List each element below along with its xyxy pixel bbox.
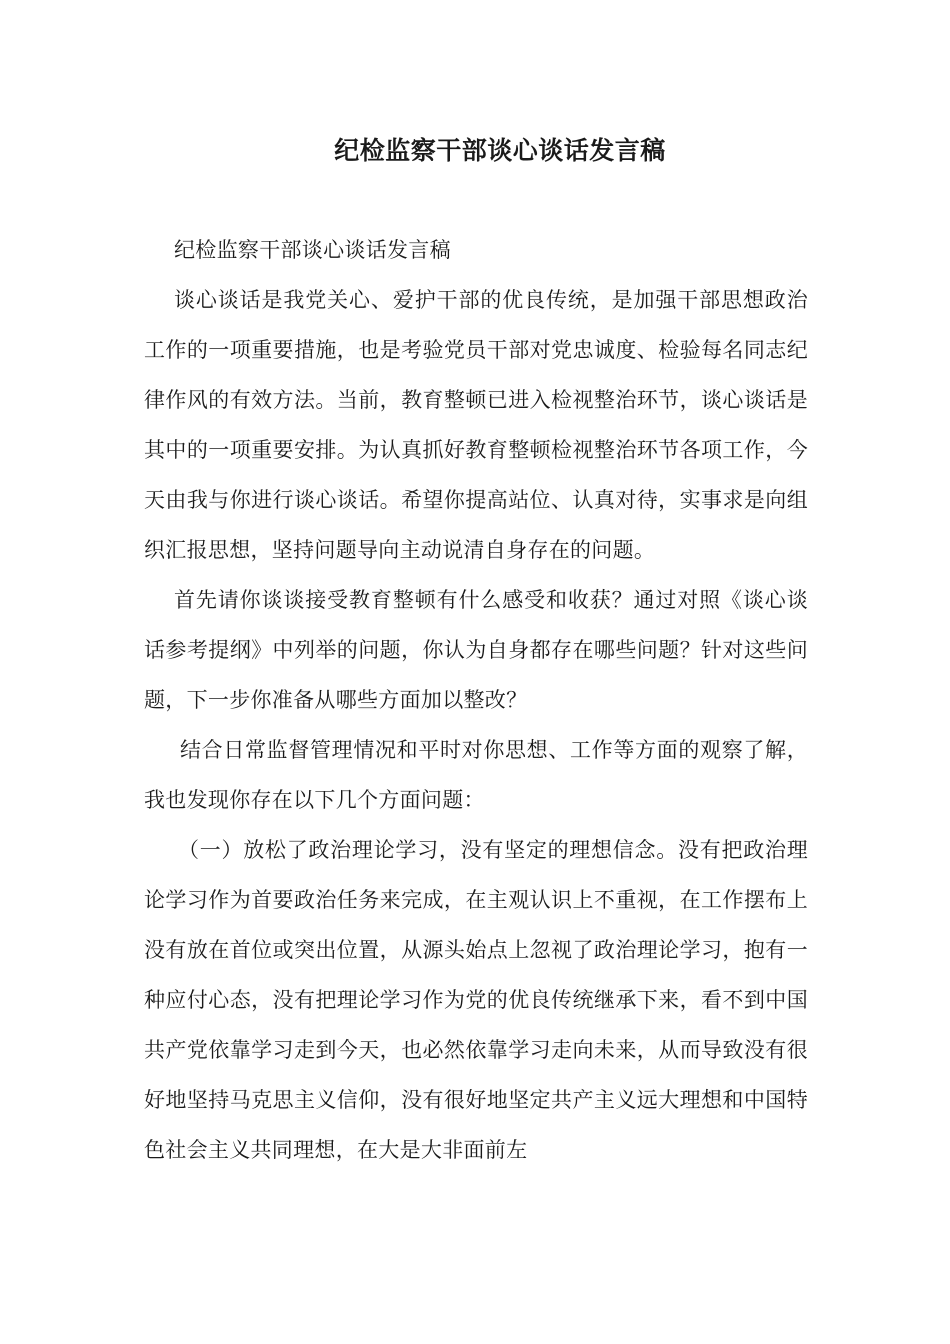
paragraph-questions: 首先请你谈谈接受教育整顿有什么感受和收获？通过对照《谈心谈话参考提纲》中列举的问题，你认为自身都存在哪些问题？针对这些问题，下一步你准备从哪些方面加以整改？ (144, 588, 808, 712)
document-body (144, 225, 808, 1175)
document-title: 纪检监察干部谈心谈话发言稿 (334, 136, 666, 165)
paragraph-intro: 谈心谈话是我党关心、爱护干部的优良传统，是加强干部思想政治工作的一项重要措施，也是考验党员干部对党忠诚度、检验每名同志纪律作风的有效方法。当前，教育整顿已进入检视整治环节，谈心谈话是其中的一项重要安排。为认真抓好教育整顿检视整治环节各项工作，今天由我与你进行谈心谈话。希望你提高站位、认真对待，实事求是向组织汇报思想，坚持问题导向主动说清自身存在的问题。 (144, 288, 808, 562)
paragraph-observation: 结合日常监督管理情况和平时对你思想、工作等方面的观察了解，我也发现你存在以下几个方面问题： (144, 738, 808, 812)
paragraph-subtitle: 纪检监察干部谈心谈话发言稿 (174, 238, 451, 262)
paragraph-issue-one: （一）放松了政治理论学习，没有坚定的理想信念。没有把政治理论学习作为首要政治任务来完成，在主观认识上不重视，在工作摆布上没有放在首位或突出位置，从源头始点上忽视了政治理论学习，抱有一种应付心态，没有把理论学习作为党的优良传统继承下来，看不到中国共产党依靠学习走到今天，也必然依靠学习走向未来，从而导致没有很好地坚持马克思主义信仰，没有很好地坚定共产主义远大理想和中国特色社会主义共同理想，在大是大非面前左 (144, 838, 808, 1162)
